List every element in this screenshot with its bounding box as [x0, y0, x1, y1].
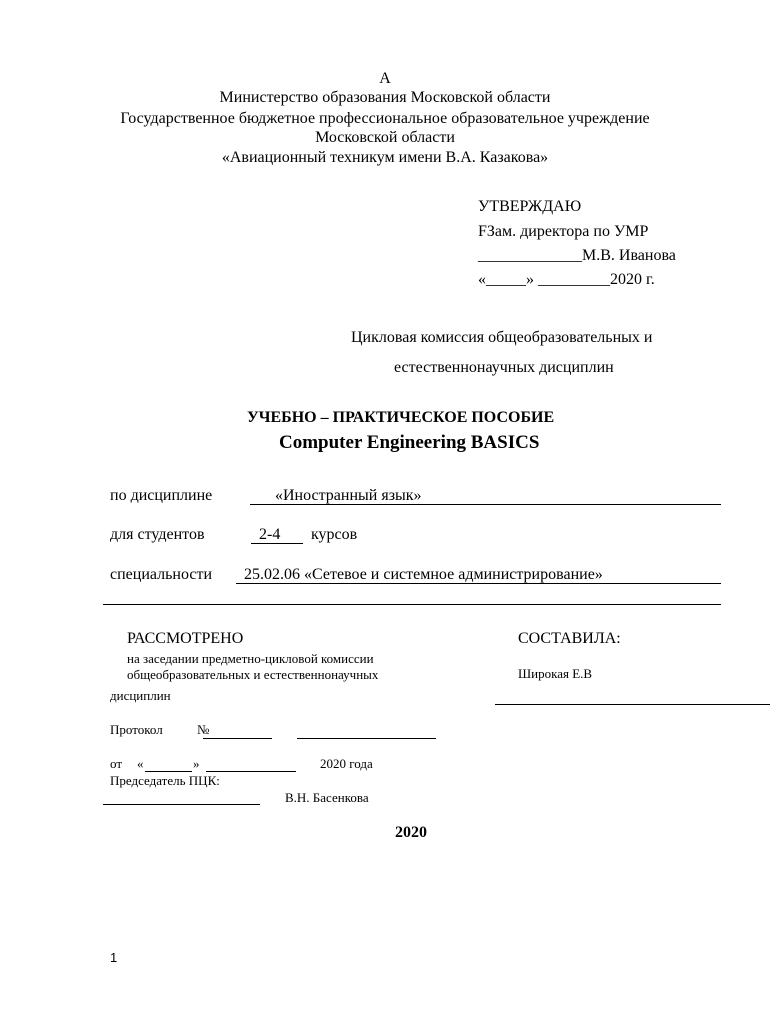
compiled-signature-line	[495, 704, 770, 705]
compiled-name: Широкая Е.В	[518, 666, 593, 681]
page-number: 1	[110, 950, 118, 965]
date-open-quote: «	[137, 756, 144, 771]
students-label: для студентов	[110, 526, 205, 543]
reviewed-title: РАССМОТРЕНО	[127, 630, 244, 647]
ministry-name: Министерство образования Московской области	[219, 89, 551, 106]
approval-signature: _____________М.В. Иванова	[478, 247, 676, 264]
institution-line-1: Государственное бюджетное профессиональное образовательное учреждение	[120, 110, 650, 127]
institution-line-2: Московской области	[315, 129, 455, 146]
document-title: Computer Engineering BASICS	[279, 432, 540, 453]
protocol-number-line	[203, 738, 272, 739]
section-divider	[103, 604, 721, 605]
document-type: УЧЕБНО – ПРАКТИЧЕСКОЕ ПОСОБИЕ	[247, 409, 555, 426]
chair-signature-line	[103, 804, 260, 805]
chair-name: В.Н. Басенкова	[285, 790, 369, 805]
approval-title: УТВЕРЖДАЮ	[478, 198, 582, 215]
commission-line-2: естественнонаучных дисциплин	[394, 359, 614, 376]
compiled-title: СОСТАВИЛА:	[518, 630, 621, 647]
document-year: 2020	[395, 824, 427, 841]
institution-name: «Авиационный техникум имени В.А. Казакова»	[221, 149, 549, 166]
students-underline	[251, 543, 303, 544]
reviewed-line-1: на заседании предметно-цикловой комиссии	[127, 651, 374, 666]
discipline-value: «Иностранный язык»	[275, 487, 422, 504]
commission-line-1: Цикловая комиссия общеобразовательных и	[351, 329, 653, 346]
date-from: от	[110, 756, 123, 771]
top-letter: А	[379, 70, 391, 87]
protocol-label: Протокол	[110, 722, 163, 737]
approval-date: «_____» _________2020 г.	[478, 271, 655, 288]
reviewed-line-3: дисциплин	[110, 688, 171, 703]
date-year: 2020 года	[320, 756, 373, 771]
date-close-quote: »	[193, 756, 200, 771]
specialty-underline	[236, 583, 721, 584]
protocol-number-sign: №	[197, 722, 210, 737]
discipline-underline	[250, 504, 721, 505]
specialty-label: специальности	[110, 566, 213, 583]
discipline-label: по дисциплине	[110, 487, 213, 504]
date-day-line	[145, 771, 192, 772]
specialty-value: 25.02.06 «Сетевое и системное администрирование»	[244, 566, 603, 583]
reviewed-line-2: общеобразовательных и естественнонаучных	[127, 667, 379, 682]
date-month-line	[206, 771, 296, 772]
chair-label: Председатель ПЦК:	[110, 773, 220, 788]
students-suffix: курсов	[311, 526, 358, 543]
students-value: 2-4	[259, 526, 281, 543]
approval-position: FЗам. директора по УМР	[478, 223, 649, 240]
protocol-date-line	[297, 738, 436, 739]
